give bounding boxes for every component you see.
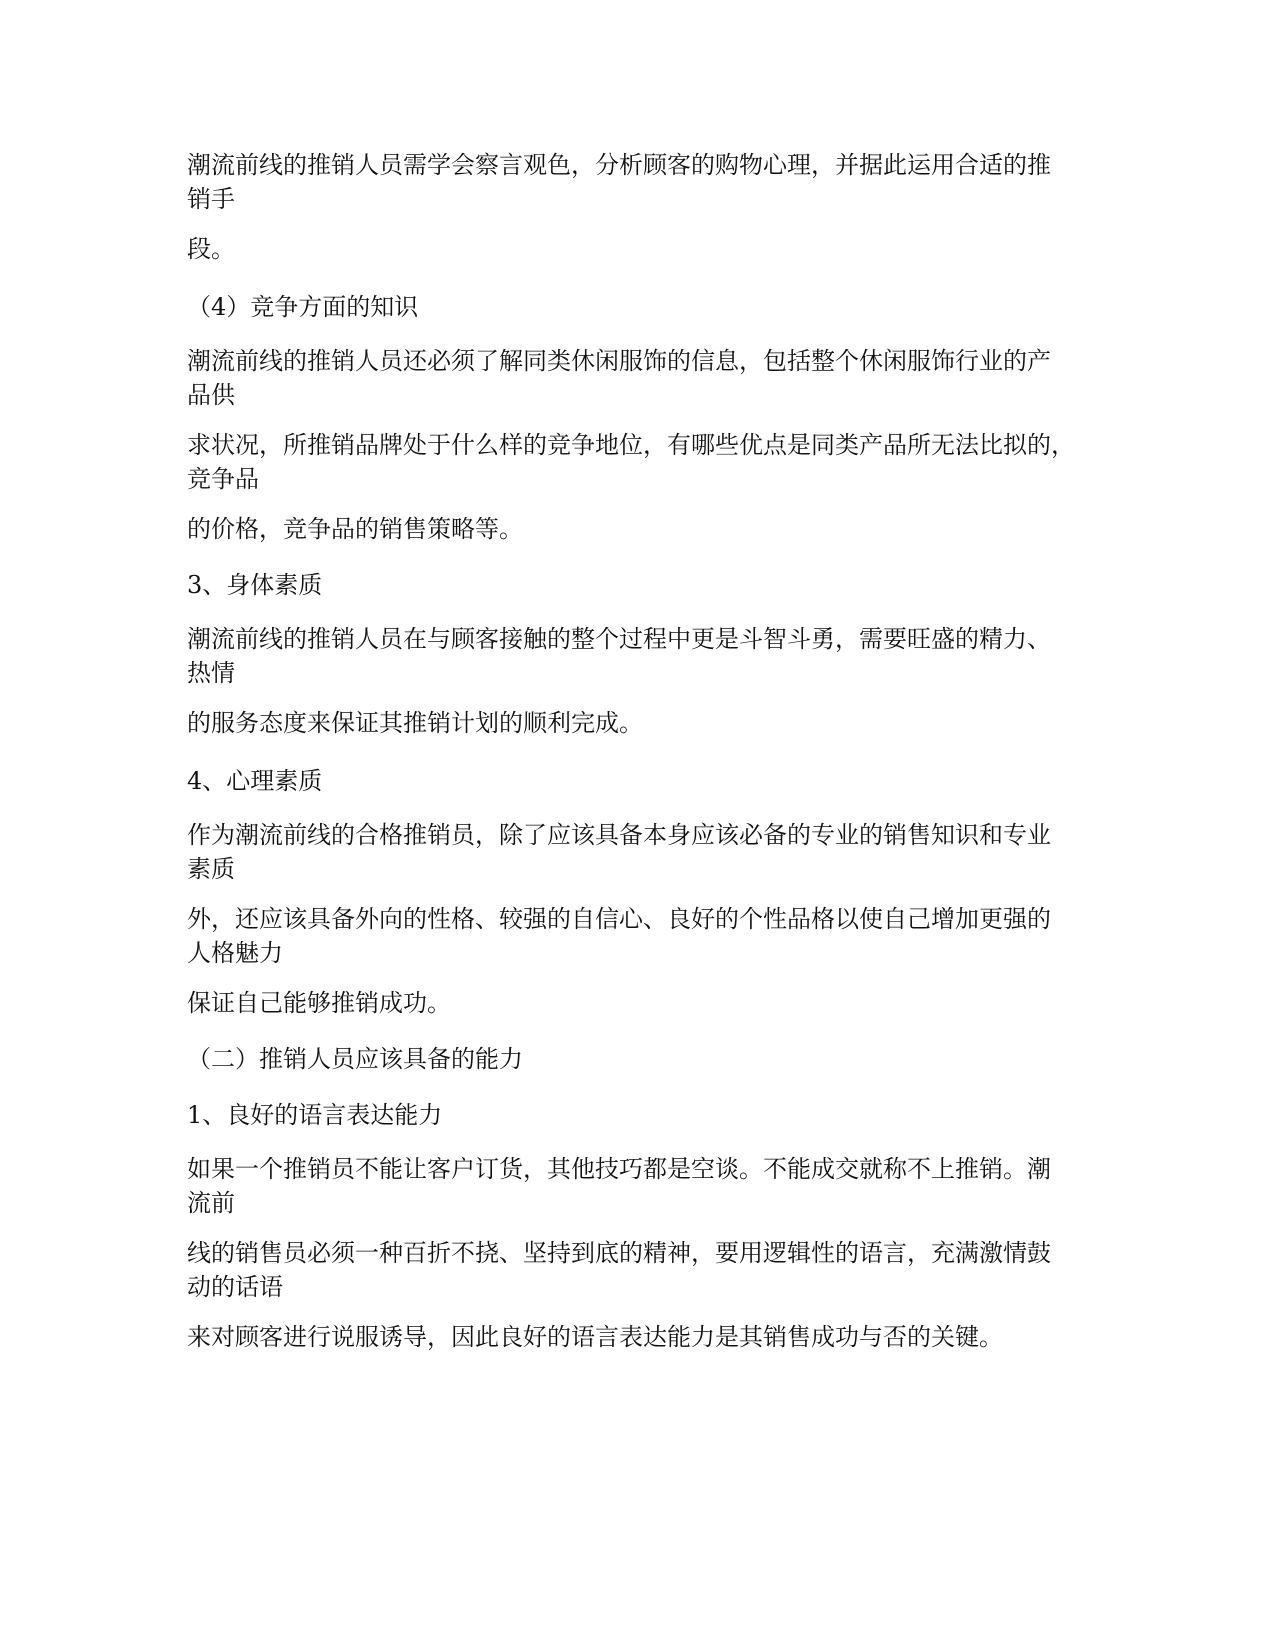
paragraph: 外，还应该具备外向的性格、较强的自信心、良好的个性品格以使自己增加更强的 人格魅力 [187, 905, 1051, 967]
paragraph: 保证自己能够推销成功。 [187, 989, 451, 1017]
heading: 1、良好的语言表达能力 [187, 1101, 443, 1129]
paragraph: 段。 [187, 235, 235, 263]
paragraph: 求状况，所推销品牌处于什么样的竞争地位，有哪些优点是同类产品所无法比拟的， 竞争品 [187, 431, 1075, 493]
paragraph: 的服务态度来保证其推销计划的顺利完成。 [187, 709, 643, 737]
heading: 3、身体素质 [187, 571, 323, 599]
heading: 4、心理素质 [187, 767, 323, 795]
paragraph: 的价格，竞争品的销售策略等。 [187, 515, 523, 543]
paragraph: 潮流前线的推销人员在与顾客接触的整个过程中更是斗智斗勇，需要旺盛的精力、 热情 [187, 625, 1051, 687]
paragraph: 如果一个推销员不能让客户订货，其他技巧都是空谈。不能成交就称不上推销。潮 流前 [187, 1155, 1051, 1217]
heading: （4）竞争方面的知识 [187, 293, 419, 321]
paragraph: 潮流前线的推销人员需学会察言观色，分析顾客的购物心理，并据此运用合适的推 销手 [187, 151, 1051, 213]
paragraph: 潮流前线的推销人员还必须了解同类休闲服饰的信息，包括整个休闲服饰行业的产 品供 [187, 347, 1051, 409]
paragraph: 线的销售员必须一种百折不挠、坚持到底的精神，要用逻辑性的语言，充满激情鼓 动的话语 [187, 1239, 1051, 1301]
paragraph: 作为潮流前线的合格推销员，除了应该具备本身应该必备的专业的销售知识和专业 素质 [187, 821, 1051, 883]
heading: （二）推销人员应该具备的能力 [187, 1045, 523, 1073]
paragraph: 来对顾客进行说服诱导，因此良好的语言表达能力是其销售成功与否的关键。 [187, 1323, 1003, 1351]
